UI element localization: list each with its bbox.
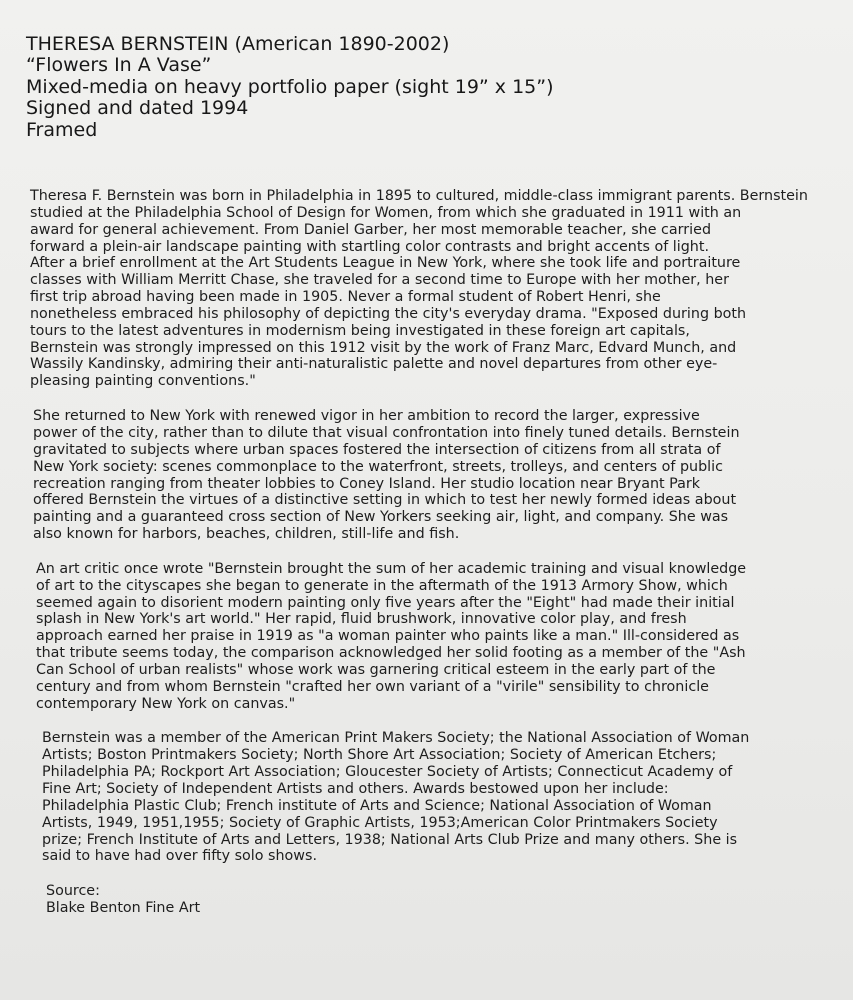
text-line: An art critic once wrote "Bernstein brought the sum of her academic training and visual knowledge <box>36 560 747 577</box>
framed-line: Framed <box>26 118 98 141</box>
biography <box>30 188 820 917</box>
text-line: classes with William Merritt Chase, she traveled for a second time to Europe with her mother, her <box>30 272 729 289</box>
text-line: first trip abroad having been made in 1905. Never a formal student of Robert Henri, she <box>30 289 661 306</box>
medium-line: Mixed-media on heavy portfolio paper (sight 19” x 15”) <box>26 75 554 98</box>
text-line: prize; French Institute of Arts and Letters, 1938; National Arts Club Prize and many others. She is <box>42 831 738 848</box>
text-line: century and from whom Bernstein "crafted her own variant of a "virile" sensibility to chronicle <box>36 678 709 695</box>
text-line: painting and a guaranteed cross section of New Yorkers seeking air, light, and company. She was <box>33 509 729 526</box>
text-line: recreation ranging from theater lobbies to Coney Island. Her studio location near Bryant Park <box>33 475 701 492</box>
paragraph-memberships <box>42 730 820 865</box>
source-name: Blake Benton Fine Art <box>46 900 201 917</box>
signed-line: Signed and dated 1994 <box>26 97 249 120</box>
text-line: studied at the Philadelphia School of Design for Women, from which she graduated in 1911 with an <box>30 204 742 221</box>
paragraph-new-york <box>33 408 820 543</box>
text-line: pleasing painting conventions." <box>30 373 256 390</box>
text-line: Artists, 1949, 1951,1955; Society of Graphic Artists, 1953;American Color Printmakers Society <box>42 814 718 831</box>
text-line: Bernstein was a member of the American Print Makers Society; the National Association of Woman <box>42 730 750 747</box>
text-line: said to have had over fifty solo shows. <box>42 848 317 865</box>
text-line: Fine Art; Society of Independent Artists and others. Awards bestowed upon her include: <box>42 781 669 797</box>
text-line: tours to the latest adventures in modernism being investigated in these foreign art capitals, <box>30 322 690 339</box>
text-line: contemporary New York on canvas." <box>36 695 296 712</box>
text-line: Can School of urban realists" whose work was garnering critical esteem in the early part of the <box>36 661 716 678</box>
text-line: gravitated to subjects where urban spaces fostered the intersection of citizens from all strata of <box>33 441 721 458</box>
text-line: Artists; Boston Printmakers Society; North Shore Art Association; Society of American Etchers; <box>42 747 717 764</box>
text-line: She returned to New York with renewed vigor in her ambition to record the larger, expressive <box>33 408 700 425</box>
text-line: seemed again to disorient modern painting only five years after the "Eight" had made their initial <box>36 594 735 611</box>
text-line: Theresa F. Bernstein was born in Philadelphia in 1895 to cultured, middle-class immigrant parents. Bernstein <box>30 188 808 204</box>
text-line: Philadelphia Plastic Club; French institute of Arts and Science; National Association of Woman <box>42 797 712 814</box>
source-label: Source: <box>46 883 100 900</box>
text-line: nonetheless embraced his philosophy of depicting the city's everyday drama. "Exposed during both <box>30 305 747 322</box>
artwork-header <box>26 34 826 141</box>
text-line: After a brief enrollment at the Art Students League in New York, where she took life and portraiture <box>30 255 741 272</box>
title-line: “Flowers In A Vase” <box>26 54 212 77</box>
paragraph-critic <box>36 561 820 713</box>
text-line: also known for harbors, beaches, children, still-life and fish. <box>33 526 460 543</box>
text-line: power of the city, rather than to dilute that visual confrontation into finely tuned details. Bernstein <box>33 424 740 441</box>
text-line: Wassily Kandinsky, admiring their anti-naturalistic palette and novel departures from other eye- <box>30 356 718 373</box>
artist-line: THERESA BERNSTEIN (American 1890-2002) <box>26 33 450 55</box>
text-line: Philadelphia PA; Rockport Art Association; Gloucester Society of Artists; Connecticut Academy of <box>42 764 733 781</box>
text-line: Bernstein was strongly impressed on this 1912 visit by the work of Franz Marc, Edvard Munch, and <box>30 339 737 356</box>
text-line: award for general achievement. From Daniel Garber, her most memorable teacher, she carried <box>30 221 712 238</box>
text-line: offered Bernstein the virtues of a distinctive setting in which to test her newly formed ideas about <box>33 492 737 509</box>
text-line: of art to the cityscapes she began to generate in the aftermath of the 1913 Armory Show, which <box>36 577 728 594</box>
text-line: forward a plein-air landscape painting with startling color contrasts and bright accents of light. <box>30 238 709 255</box>
text-line: approach earned her praise in 1919 as "a woman painter who paints like a man." Ill-considered as <box>36 628 740 645</box>
source-credit <box>46 883 820 917</box>
paragraph-early-life <box>30 188 820 390</box>
text-line: splash in New York's art world." Her rapid, fluid brushwork, innovative color play, and fresh <box>36 611 687 628</box>
text-line: New York society: scenes commonplace to the waterfront, streets, trolleys, and centers of public <box>33 458 723 475</box>
text-line: that tribute seems today, the comparison acknowledged her solid footing as a member of the "Ash <box>36 645 746 662</box>
